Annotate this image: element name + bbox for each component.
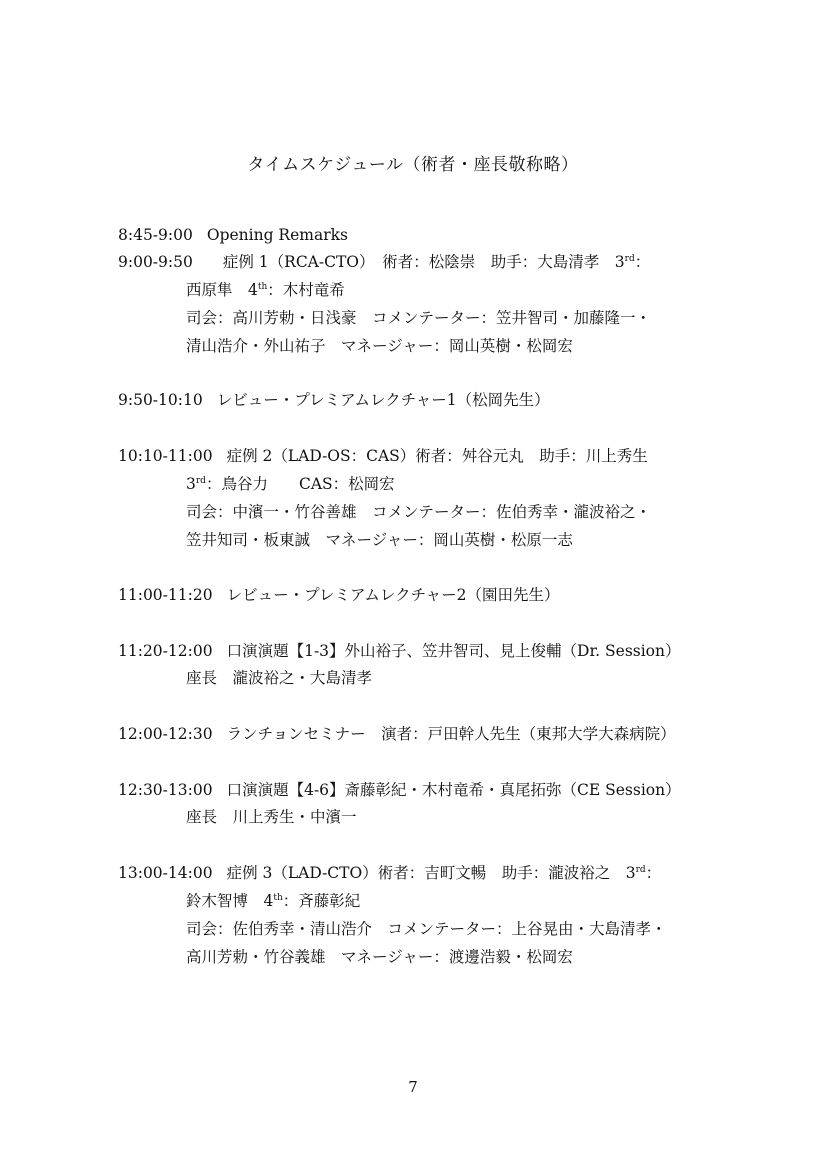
time-slot: 8:45-9:00 — [118, 226, 193, 244]
time-slot: 13:00-14:00 — [118, 864, 213, 882]
schedule-row-oral2 — [118, 779, 681, 801]
session-text: ：斉藤彰紀 — [282, 892, 361, 910]
session-text: 座長 川上秀生・中濱一 — [186, 808, 357, 826]
ordinal-suffix: th — [273, 893, 283, 903]
time-slot: 9:00-9:50 — [118, 253, 193, 271]
session-text: 口演演題【4-6】斎藤彰紀・木村竜希・真尾拓弥（CE Session） — [226, 781, 681, 799]
time-slot: 12:00-12:30 — [118, 725, 213, 743]
schedule-row-case3-chairs — [186, 918, 667, 940]
schedule-row-oral1-chairs — [186, 667, 372, 689]
schedule-row-lecture2 — [118, 584, 559, 606]
schedule-row-lecture1 — [118, 389, 550, 411]
schedule-row-case2 — [118, 445, 648, 467]
schedule-row-oral1 — [118, 640, 681, 662]
session-text: 司会：中濱一・竹谷善雄 コメンテーター：佐伯秀幸・瀧波裕之・ — [186, 503, 652, 521]
session-text: レビュー・プレミアムレクチャー2（園田先生） — [226, 586, 560, 604]
schedule-row-luncheon — [118, 723, 676, 745]
ordinal-suffix: rd — [635, 865, 646, 875]
session-text: 症例 1（RCA-CTO） 術者：松陰崇 助手：大島清孝 3 — [222, 253, 625, 271]
page-number: 7 — [408, 1078, 418, 1096]
schedule-row-case3 — [118, 862, 661, 884]
schedule-row-case3-managers — [186, 946, 573, 968]
session-text: 3 — [186, 475, 196, 493]
schedule-row-case1-managers — [186, 335, 573, 357]
session-text: 高川芳勅・竹谷義雄 マネージャー：渡邊浩毅・松岡宏 — [186, 948, 573, 966]
time-slot: 11:20-12:00 — [118, 642, 213, 660]
time-slot: 11:00-11:20 — [118, 586, 213, 604]
session-text: 西原隼 4 — [186, 281, 258, 299]
schedule-row-case3-cont — [186, 890, 360, 912]
schedule-row-case2-managers — [186, 529, 573, 551]
ordinal-suffix: rd — [195, 476, 206, 486]
time-slot: 9:50-10:10 — [118, 391, 203, 409]
session-text: Opening Remarks — [206, 226, 348, 244]
schedule-row-case2-cont — [186, 473, 395, 495]
session-text: ： — [634, 253, 651, 271]
schedule-row-oral2-chairs — [186, 806, 357, 828]
session-text: 司会：高川芳勅・日浅豪 コメンテーター：笠井智司・加藤隆一・ — [186, 309, 652, 327]
session-text: 症例 3（LAD-CTO）術者：吉町文暢 助手：瀧波裕之 3 — [226, 864, 636, 882]
session-text: 口演演題【1-3】外山裕子、笠井智司、見上俊輔（Dr. Session） — [226, 642, 681, 660]
session-text: ：鳥谷力 CAS：松岡宏 — [205, 475, 395, 493]
session-text: 鈴木智博 4 — [186, 892, 274, 910]
schedule-row-opening — [118, 224, 348, 246]
ordinal-suffix: rd — [624, 254, 635, 264]
schedule-row-case1 — [118, 251, 650, 273]
schedule-row-case1-chairs — [186, 307, 651, 329]
session-text: 症例 2（LAD-OS：CAS）術者：舛谷元丸 助手：川上秀生 — [226, 447, 648, 465]
session-text: 座長 瀧波裕之・大島清孝 — [186, 669, 373, 687]
session-text: ： — [645, 864, 662, 882]
schedule-row-case2-chairs — [186, 501, 651, 523]
session-text: ：木村竜希 — [267, 281, 345, 299]
schedule-row-case1-cont — [186, 279, 345, 301]
ordinal-suffix: th — [257, 282, 268, 292]
time-slot: 12:30-13:00 — [118, 781, 213, 799]
time-slot: 10:10-11:00 — [118, 447, 213, 465]
page-title: タイムスケジュール（術者・座長敬称略） — [247, 155, 579, 175]
session-text: 司会：佐伯秀幸・清山浩介 コメンテーター：上谷晃由・大島清孝・ — [186, 920, 667, 938]
session-text: 清山浩介・外山祐子 マネージャー：岡山英樹・松岡宏 — [186, 337, 573, 355]
session-text: ランチョンセミナー 演者：戸田幹人先生（東邦大学大森病院） — [226, 725, 676, 743]
session-text: レビュー・プレミアムレクチャー1（松岡先生） — [216, 391, 550, 409]
session-text: 笠井知司・板東誠 マネージャー：岡山英樹・松原一志 — [186, 531, 573, 549]
